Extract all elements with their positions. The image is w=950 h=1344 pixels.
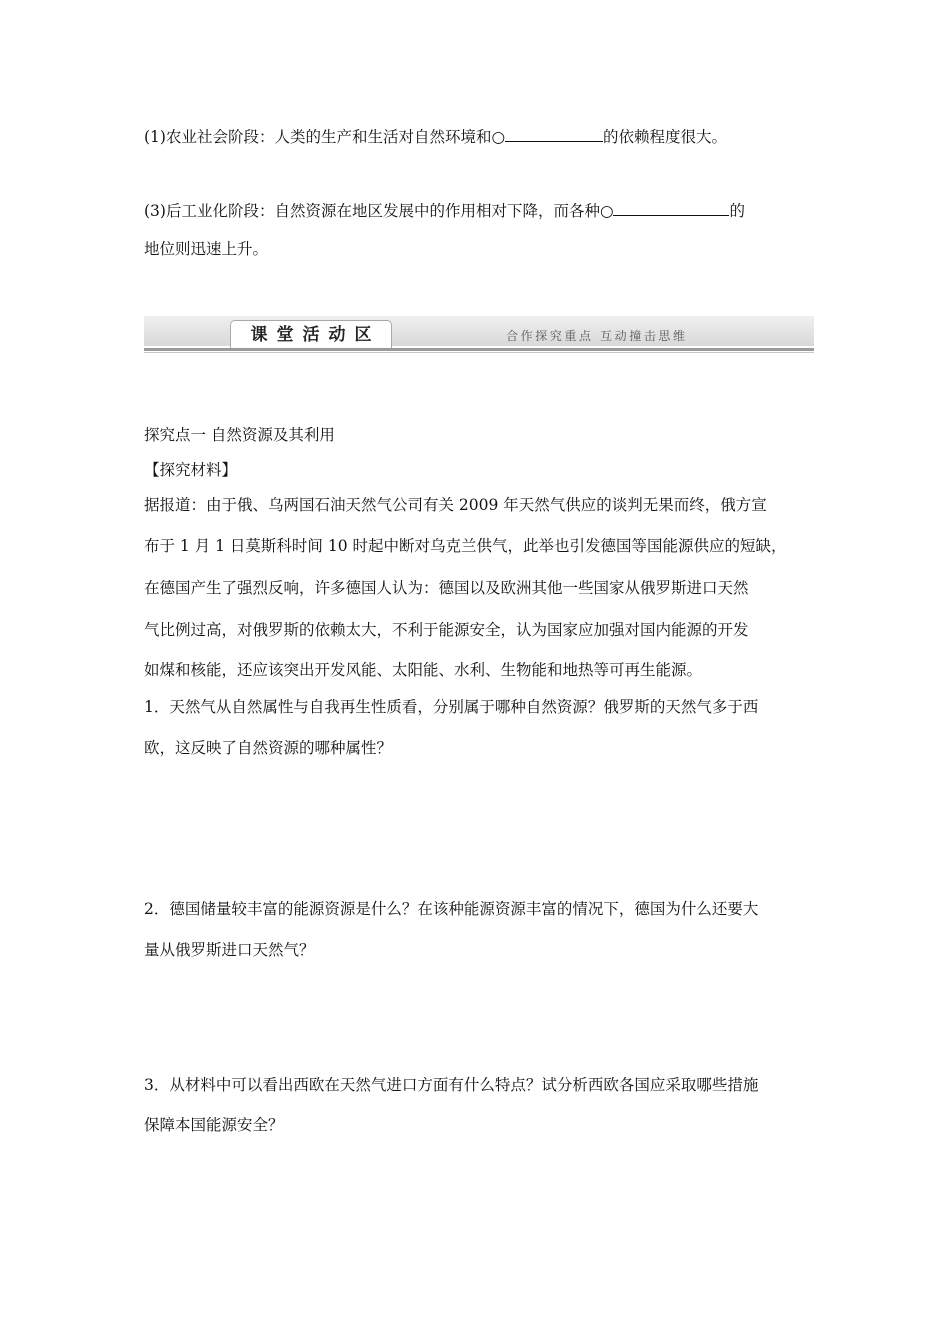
intro-item-1-after: 的依赖程度很大。 [602, 128, 727, 146]
banner-title: 课堂活动区 [230, 320, 392, 348]
intro-item-3 [144, 201, 745, 221]
fill-blank-3[interactable] [613, 201, 729, 216]
intro-item-1 [144, 127, 727, 147]
section-heading: 探究点一 自然资源及其利用 [144, 426, 335, 444]
material-line: 布于 1 月 1 日莫斯科时间 10 时起中断对乌克兰供气，此举也引发德国等国能源供应的短缺， [144, 537, 787, 555]
material-label: 【探究材料】 [144, 461, 238, 479]
intro-item-3-after: 的 [729, 202, 745, 220]
question-3-line-2: 保障本国能源安全？ [144, 1116, 284, 1134]
question-1-line-2: 欧，这反映了自然资源的哪种属性？ [144, 739, 393, 757]
intro-item-3-continuation: 地位则迅速上升。 [144, 240, 269, 258]
material-line: 据报道：由于俄、乌两国石油天然气公司有关 2009 年天然气供应的谈判无果而终，俄方宣 [144, 496, 767, 514]
question-1-line-1: 1．天然气从自然属性与自我再生性质看，分别属于哪种自然资源？俄罗斯的天然气多于西 [144, 698, 759, 716]
material-line: 在德国产生了强烈反响，许多德国人认为：德国以及欧洲其他一些国家从俄罗斯进口天然 [144, 579, 749, 597]
banner-divider-light [144, 352, 814, 353]
question-3-line-1: 3．从材料中可以看出西欧在天然气进口方面有什么特点？试分析西欧各国应采取哪些措施 [144, 1076, 759, 1094]
intro-item-1-before: (1)农业社会阶段：人类的生产和生活对自然环境和○ [144, 128, 505, 146]
question-2-line-2: 量从俄罗斯进口天然气？ [144, 941, 315, 959]
fill-blank-1[interactable] [505, 127, 603, 142]
intro-item-3-before: (3)后工业化阶段：自然资源在地区发展中的作用相对下降，而各种○ [144, 202, 614, 220]
material-line: 如煤和核能，还应该突出开发风能、太阳能、水利、生物能和地热等可再生能源。 [144, 661, 703, 679]
banner-divider [144, 348, 814, 351]
material-line: 气比例过高，对俄罗斯的依赖太大，不利于能源安全，认为国家应加强对国内能源的开发 [144, 621, 749, 639]
question-2-line-1: 2．德国储量较丰富的能源资源是什么？在该种能源资源丰富的情况下，德国为什么还要大 [144, 900, 759, 918]
banner-slogan: 合作探究重点 互动撞击思维 [506, 329, 688, 343]
